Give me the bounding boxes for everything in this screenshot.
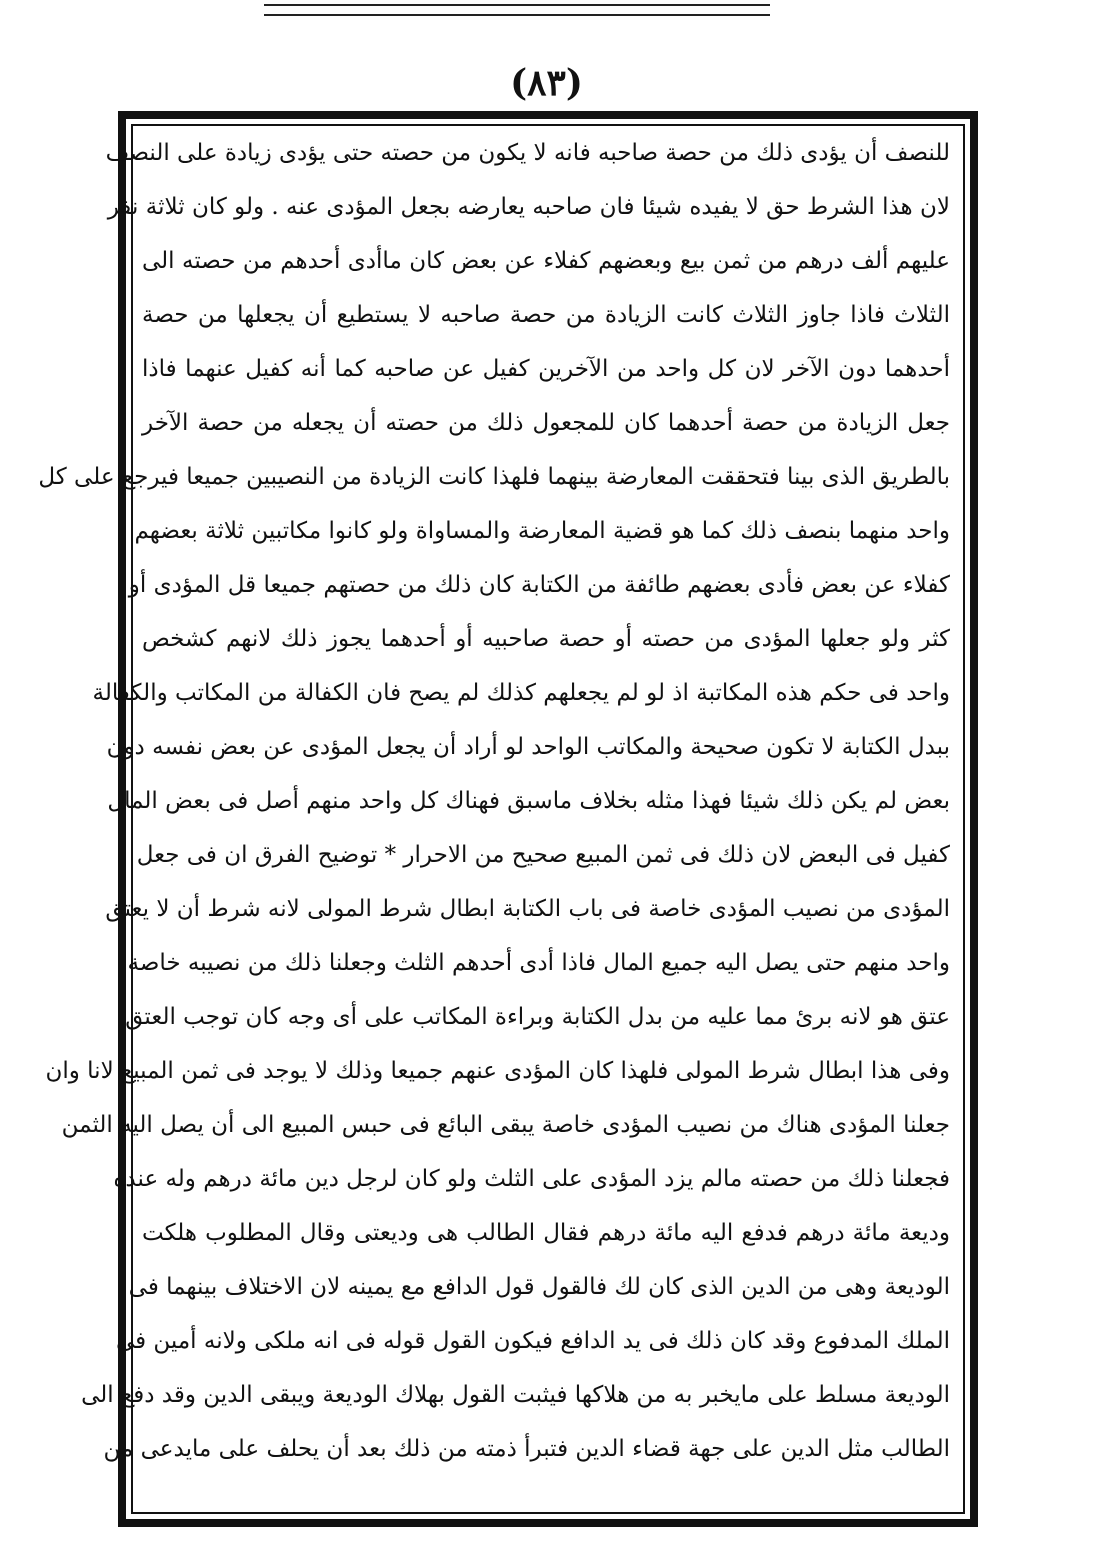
text-line-13: بعض لم يكن ذلك شيئا فهذا مثله بخلاف ماسبق فهناك كل واحد منهم أصل فى بعض المال xyxy=(107,788,950,814)
text-line-4: الثلاث فاذا جاوز الثلاث كانت الزيادة من حصة صاحبه لا يستطيع أن يجعلها من حصة xyxy=(142,302,950,328)
text-line-23: الملك المدفوع وقد كان ذلك فى يد الدافع فيكون القول قوله فى انه ملكى ولانه أمين فى xyxy=(115,1328,950,1354)
text-line-6: جعل الزيادة من حصة أحدهما كان للمجعول ذلك من حصته أن يجعله من حصة الآخر xyxy=(142,410,950,436)
text-line-2: لان هذا الشرط حق لا يفيده شيئا فان صاحبه يعارضه بجعل المؤدى عنه . ولو كان ثلاثة نفر xyxy=(107,194,950,220)
text-line-17: عتق هو لانه برئ مما عليه من بدل الكتابة وبراءة المكاتب على أى وجه كان توجب العتق xyxy=(125,1004,950,1030)
text-line-18: وفى هذا ابطال شرط المولى فلهذا كان المؤدى عنهم جميعا وذلك لا يوجد فى ثمن المبيع لانا وان xyxy=(45,1058,950,1084)
page-number: (٨٣) xyxy=(510,62,583,104)
text-line-21: وديعة مائة درهم فدفع اليه مائة درهم فقال الطالب هى وديعتى وقال المطلوب هلكت xyxy=(142,1220,950,1246)
text-line-16: واحد منهم حتى يصل اليه جميع المال فاذا أدى أحدهم الثلث وجعلنا ذلك من نصيبه خاصة xyxy=(127,950,950,976)
text-line-25: الطالب مثل الدين على جهة قضاء الدين فتبرأ ذمته من ذلك بعد أن يحلف على مايدعى من xyxy=(103,1436,950,1462)
text-line-20: فجعلنا ذلك من حصته مالم يزد المؤدى على الثلث ولو كان لرجل دين مائة درهم وله عنده xyxy=(113,1166,950,1192)
text-line-1: للنصف أن يؤدى ذلك من حصة صاحبه فانه لا يكون من حصته حتى يؤدى زيادة على النصف xyxy=(105,140,950,166)
text-line-19: جعلنا المؤدى هناك من نصيب المؤدى خاصة يبقى البائع فى حبس المبيع الى أن يصل اليه الثمن xyxy=(61,1112,950,1138)
text-line-7: بالطريق الذى بينا فتحققت المعارضة بينهما فلهذا كانت الزيادة من النصيبين جميعا فيرجع على كل xyxy=(38,464,950,490)
text-line-15: المؤدى من نصيب المؤدى خاصة فى باب الكتابة ابطال شرط المولى لانه شرط أن لا يعتق xyxy=(105,896,950,922)
text-line-14: كفيل فى البعض لان ذلك فى ثمن المبيع صحيح من الاحرار * توضيح الفرق ان فى جعل xyxy=(136,842,950,868)
text-line-24: الوديعة مسلط على مايخبر به من هلاكها فيثبت القول بهلاك الوديعة ويبقى الدين وقد دفع الى xyxy=(81,1382,950,1408)
text-line-3: عليهم ألف درهم من ثمن بيع وبعضهم كفلاء عن بعض كان ماأدى أحدهم من حصته الى xyxy=(142,248,950,274)
text-line-8: واحد منهما بنصف ذلك كما هو قضية المعارضة والمساواة ولو كانوا مكاتبين ثلاثة بعضهم xyxy=(134,518,950,544)
top-rule-second xyxy=(264,14,770,16)
top-rule xyxy=(264,4,770,6)
text-line-9: كفلاء عن بعض فأدى بعضهم طائفة من الكتابة كان ذلك من حصتهم جميعا قل المؤدى أو xyxy=(128,572,950,598)
text-line-5: أحدهما دون الآخر لان كل واحد من الآخرين كفيل عن صاحبه كما أنه كفيل عنهما فاذا xyxy=(142,356,950,382)
text-line-11: واحد فى حكم هذه المكاتبة اذ لو لم يجعلهم كذلك لم يصح فان الكفالة من المكاتب والكفالة xyxy=(92,680,950,706)
text-line-12: ببدل الكتابة لا تكون صحيحة والمكاتب الواحد لو أراد أن يجعل المؤدى عن بعض نفسه دون xyxy=(106,734,950,760)
text-line-10: كثر ولو جعلها المؤدى من حصته أو حصة صاحبيه أو أحدهما يجوز ذلك لانهم كشخص xyxy=(142,626,950,652)
text-block xyxy=(38,126,956,1512)
text-line-22: الوديعة وهى من الدين الذى كان لك فالقول قول الدافع مع يمينه لان الاختلاف بينهما فى xyxy=(128,1274,950,1300)
